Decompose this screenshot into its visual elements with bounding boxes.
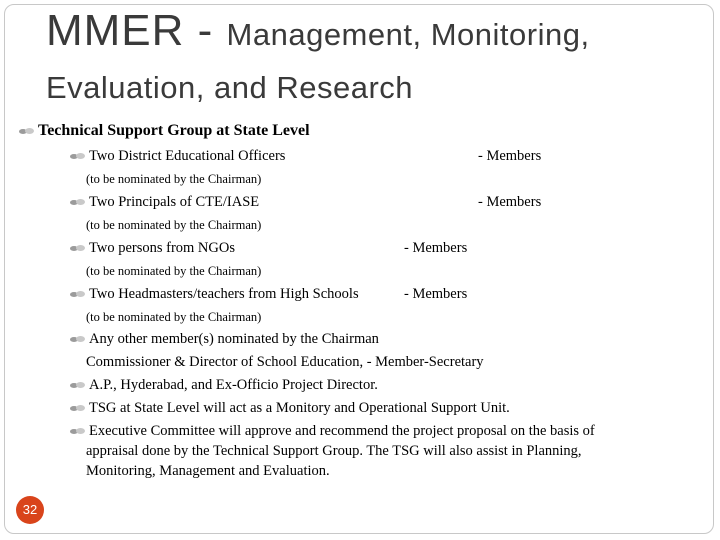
item-text: Two persons from NGOs [89, 240, 235, 256]
bullet-icon [70, 427, 86, 435]
heading-row [19, 122, 310, 140]
item-role: - Members [404, 286, 468, 302]
item-continuation: Monitoring, Management and Evaluation. [86, 463, 330, 479]
item-text: TSG at State Level will act as a Monitory and Operational Support Unit. [89, 400, 510, 416]
item-note: (to be nominated by the Chairman) [86, 172, 262, 186]
list-item [70, 423, 595, 440]
bullet-icon [70, 244, 86, 252]
title-acronym: MMER - [46, 6, 227, 55]
item-text: Two Headmasters/teachers from High Schools [89, 286, 359, 302]
title-line2: Evaluation, and Research [46, 70, 414, 105]
list-item [70, 194, 259, 211]
item-role: - Members [478, 148, 542, 164]
item-text: Two District Educational Officers [89, 148, 286, 164]
bullet-icon [70, 198, 86, 206]
item-text: Executive Committee will approve and recommend the project proposal on the basis of [89, 423, 595, 439]
bullet-icon [70, 404, 86, 412]
list-item [70, 240, 235, 257]
item-text: Any other member(s) nominated by the Chairman [89, 331, 379, 347]
list-item [70, 286, 359, 303]
item-role: - Members [404, 240, 468, 256]
bullet-icon [70, 152, 86, 160]
item-continuation: appraisal done by the Technical Support Group. The TSG will also assist in Planning, [86, 443, 582, 459]
item-note: (to be nominated by the Chairman) [86, 310, 262, 324]
bullet-icon [70, 335, 86, 343]
item-note: (to be nominated by the Chairman) [86, 264, 262, 278]
bullet-icon [70, 290, 86, 298]
bullet-icon [19, 127, 35, 135]
bullet-icon [70, 381, 86, 389]
page-number-badge: 32 [16, 496, 44, 524]
item-note: (to be nominated by the Chairman) [86, 218, 262, 232]
item-continuation: Commissioner & Director of School Education, - Member-Secretary [86, 354, 484, 370]
item-text: Two Principals of CTE/IASE [89, 194, 260, 210]
list-item [70, 400, 510, 417]
title-line1: Management, Monitoring, [226, 17, 590, 52]
item-text: A.P., Hyderabad, and Ex-Officio Project Director. [89, 377, 378, 393]
item-role: - Members [478, 194, 542, 210]
heading-text: Technical Support Group at State Level [38, 122, 310, 139]
list-item [70, 331, 379, 348]
list-item [70, 377, 378, 394]
list-item [70, 148, 285, 165]
